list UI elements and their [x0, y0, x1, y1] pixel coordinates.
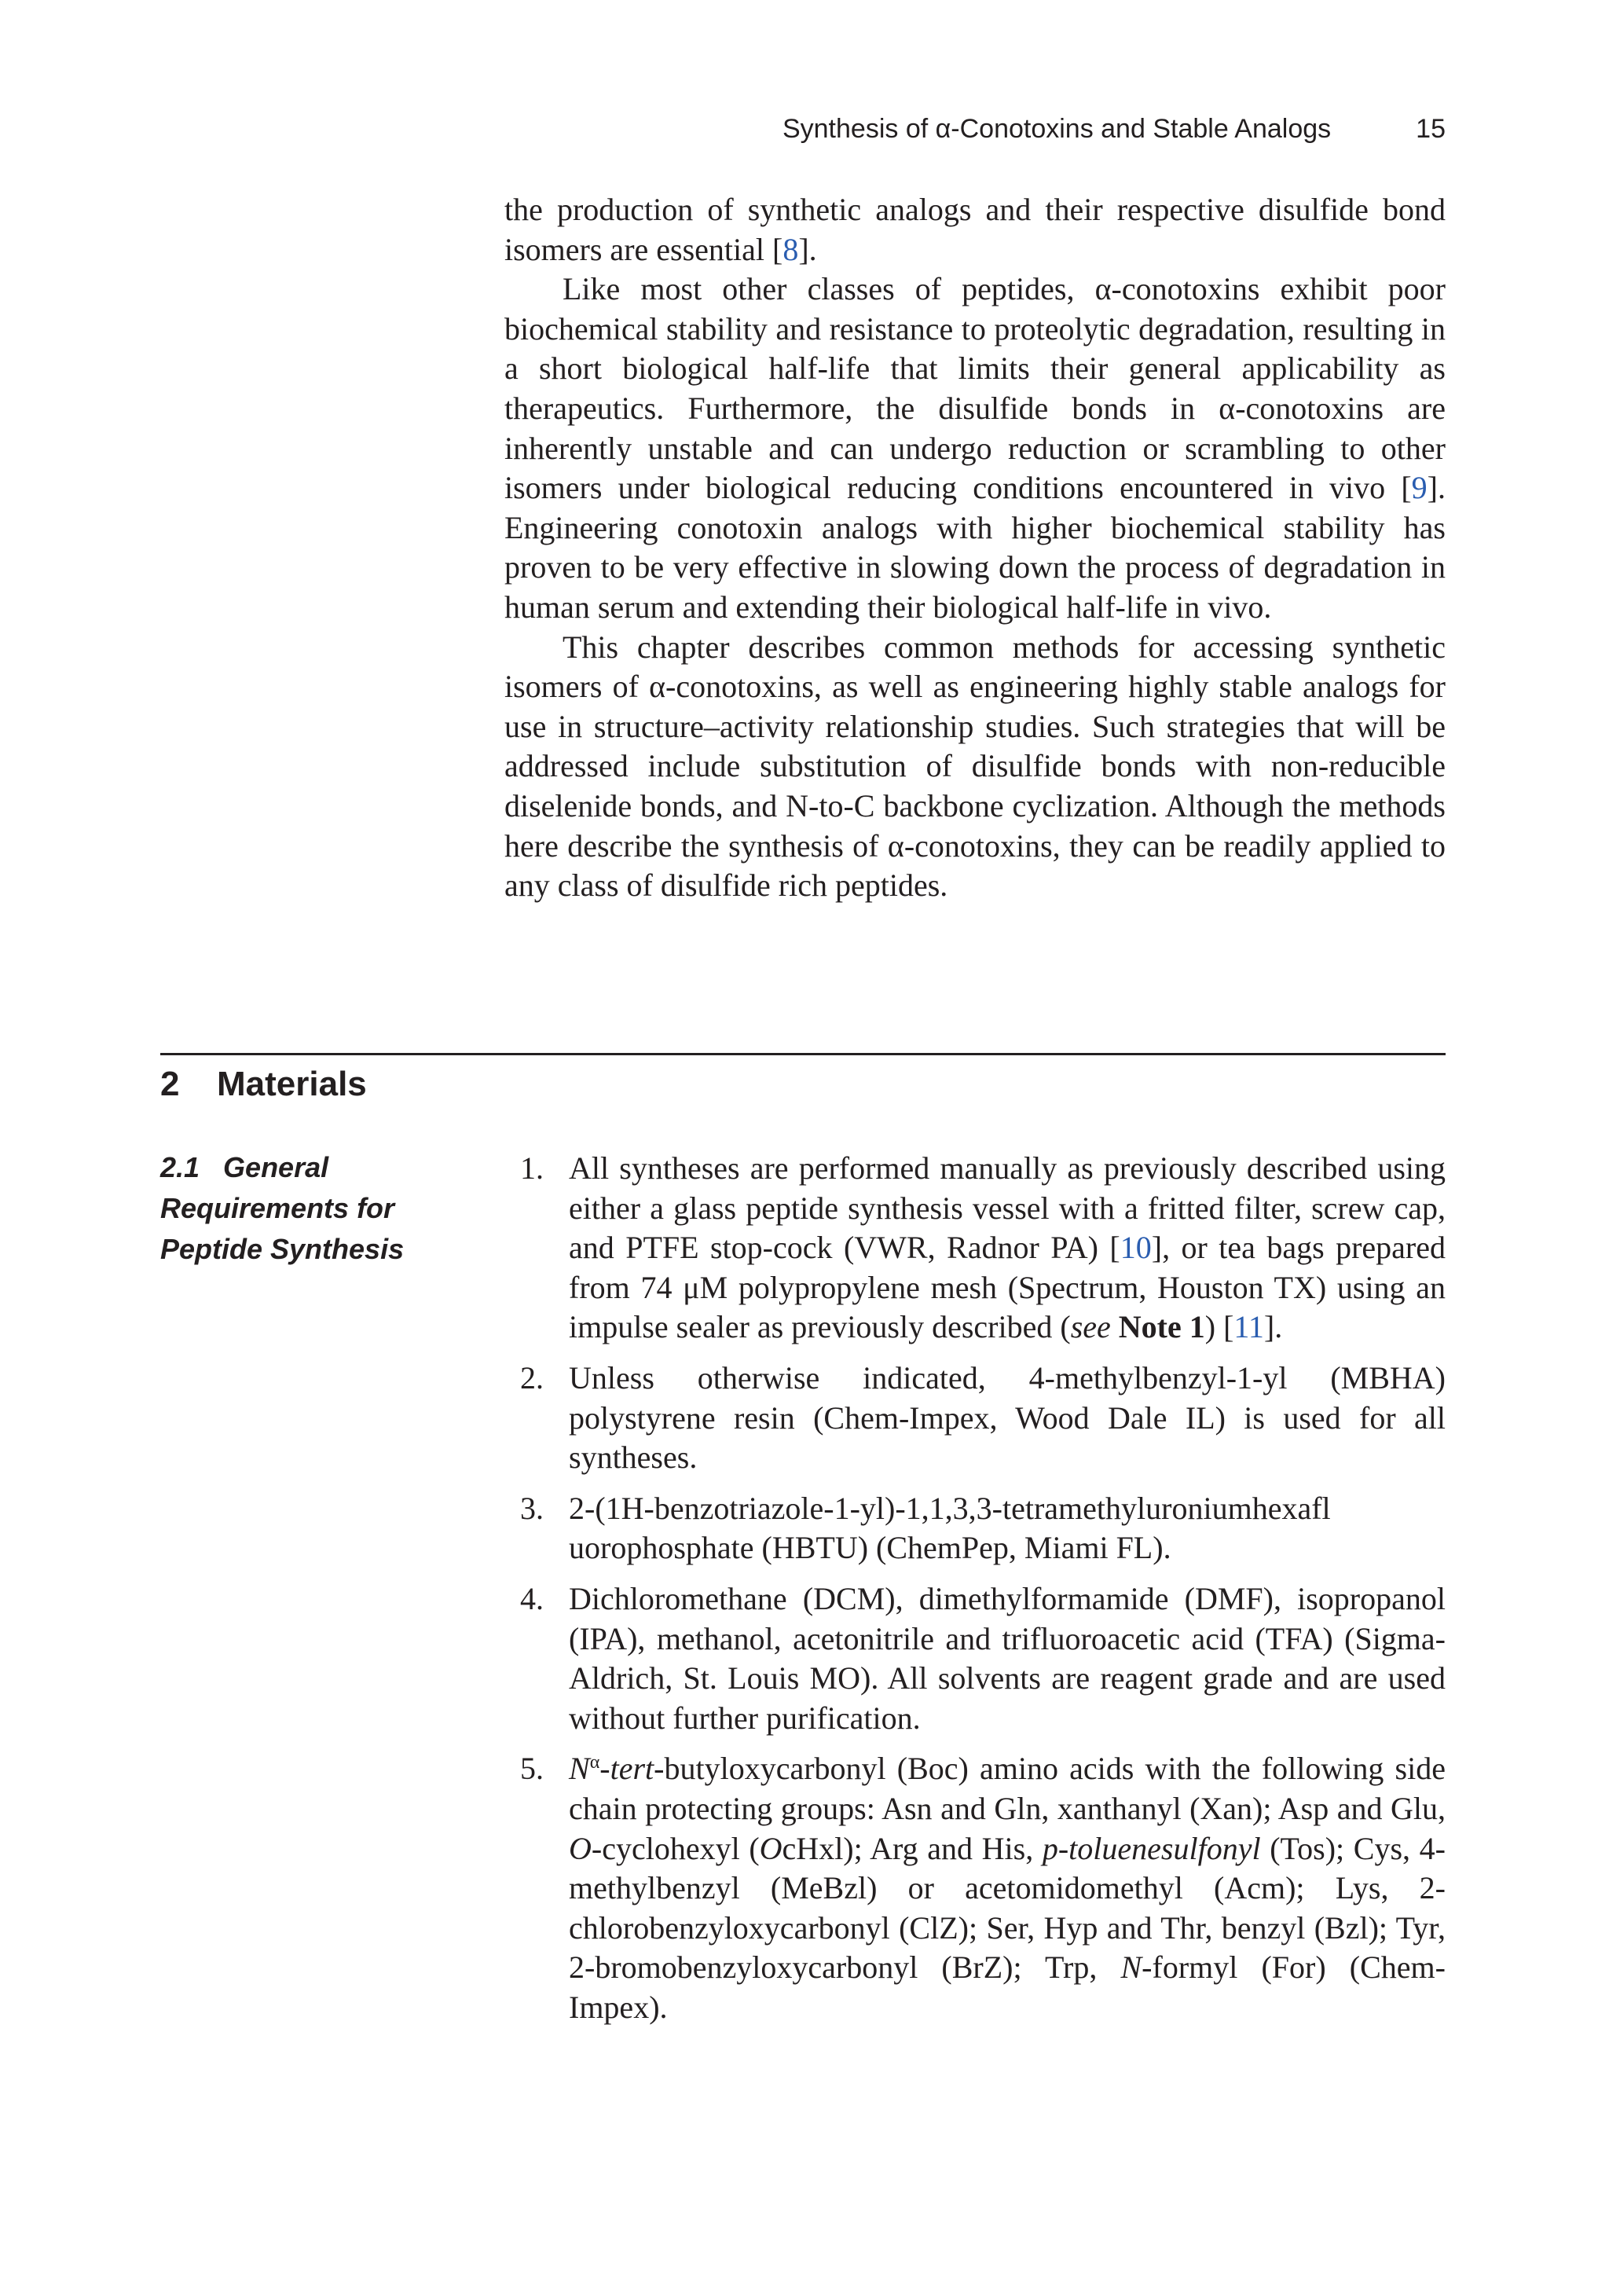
intro-p2-text-a: Like most other classes of peptides, α-conotoxins exhibit poor biochemical stability and resistance to proteolytic degradation, resulting in a short biological half-life that limits their general applicability as therapeutics. Furthermore, the disulfide bonds in α-conotoxins are inherently unstable and can undergo reduction or scrambling to other isomers under biological reducing conditions encountered in vivo [	[504, 271, 1446, 506]
list-item-text: $N^\alpha-tert$-butyloxycarbonyl (Boc) amino acids with the following side chain protecting groups: Asn and Gln, xanthanyl (Xan); Asp and Glu, O-cyclohexyl (OcHxl); Arg and His, p-toluenesulfonyl (Tos); Cys, 4-methylbenzyl (MeBzl) or acetomidomethyl (Acm); Lys, 2-chlorobenzyloxycarbonyl (ClZ); Ser, Hyp and Thr, benzyl (Bzl); Tyr, 2-bromobenzyloxycarbonyl (BrZ); Trp, N-formyl (For) (Chem-Impex).	[569, 1751, 1446, 2025]
subsection-heading	[160, 1147, 475, 1270]
citation-link[interactable]: 11	[1233, 1309, 1264, 1345]
section-number: 2	[160, 1065, 180, 1103]
intro-paragraph-1	[504, 190, 1446, 270]
running-head	[503, 112, 1446, 146]
section-title: Materials	[217, 1065, 367, 1103]
subsection-number: 2.1	[160, 1151, 200, 1183]
citation-link[interactable]: 10	[1120, 1230, 1152, 1266]
list-item	[504, 1359, 1446, 1478]
running-head-title: Synthesis of α-Conotoxins and Stable Analogs	[782, 114, 1332, 144]
list-marker: 2.	[520, 1359, 544, 1396]
list-item-text: Dichloromethane (DCM), dimethylformamide (DMF), isopropanol (IPA), methanol, acetonitrile and trifluoroacetic acid (TFA) (Sigma-Aldrich, St. Louis MO). All solvents are reagent grade and are used without further purification.	[569, 1580, 1446, 1736]
intro-p1-end: ].	[798, 231, 817, 267]
list-item	[504, 1749, 1446, 2027]
list-item	[504, 1489, 1446, 1568]
intro-text	[504, 190, 1446, 906]
list-marker: 3.	[520, 1490, 544, 1526]
intro-p1-text: the production of synthetic analogs and their respective disulfide bond isomers are essential [	[504, 192, 1446, 267]
page-number: 15	[1416, 114, 1446, 144]
citation-link[interactable]: 9	[1411, 470, 1428, 506]
intro-p2-text-b: ]. Engineering conotoxin analogs with higher biochemical stability has proven to be very effective in slowing down the process of degradation in human serum and extending their biological half-life in vivo.	[504, 470, 1446, 625]
list-item	[504, 1149, 1446, 1348]
citation-link[interactable]: 8	[783, 231, 799, 267]
section-divider	[160, 1053, 1446, 1055]
intro-paragraph-2	[504, 270, 1446, 627]
note-reference[interactable]: Note 1	[1118, 1309, 1205, 1345]
list-marker: 1.	[520, 1150, 544, 1186]
section-heading	[160, 1061, 367, 1108]
list-marker: 4.	[520, 1580, 544, 1616]
list-item	[504, 1579, 1446, 1738]
materials-list	[504, 1149, 1446, 2038]
list-item-text: Unless otherwise indicated, 4-methylbenzyl-1-yl (MBHA) polystyrene resin (Chem-Impex, Wood Dale IL) is used for all syntheses.	[569, 1359, 1446, 1476]
list-marker: 5.	[520, 1751, 544, 1787]
list-item-text: 2-(1H-benzotriazole-1-yl)-1,1,3,3-tetramethyluroniumhexafl uorophosphate (HBTU) (ChemPep, Miami FL).	[569, 1490, 1331, 1566]
subsection-title: General Requirements for Peptide Synthesis	[160, 1151, 405, 1265]
list-item-text: All syntheses are performed manually as previously described using either a glass peptide synthesis vessel with a fritted filter, screw cap, and PTFE stop-cock (VWR, Radnor PA) [10], or tea bags prepared from 74 μM polypropylene mesh (Spectrum, Houston TX) using an impulse sealer as previously described (see Note 1) [11].	[569, 1150, 1446, 1345]
intro-paragraph-3: This chapter describes common methods for accessing synthetic isomers of α-conotoxins, as well as engineering highly stable analogs for use in structure–activity relationship studies. Such strategies that will be addressed include substitution of disulfide bonds with non-reducible diselenide bonds, and N-to-C backbone cyclization. Although the methods here describe the synthesis of α-conotoxins, they can be readily applied to any class of disulfide rich peptides.	[504, 629, 1446, 904]
